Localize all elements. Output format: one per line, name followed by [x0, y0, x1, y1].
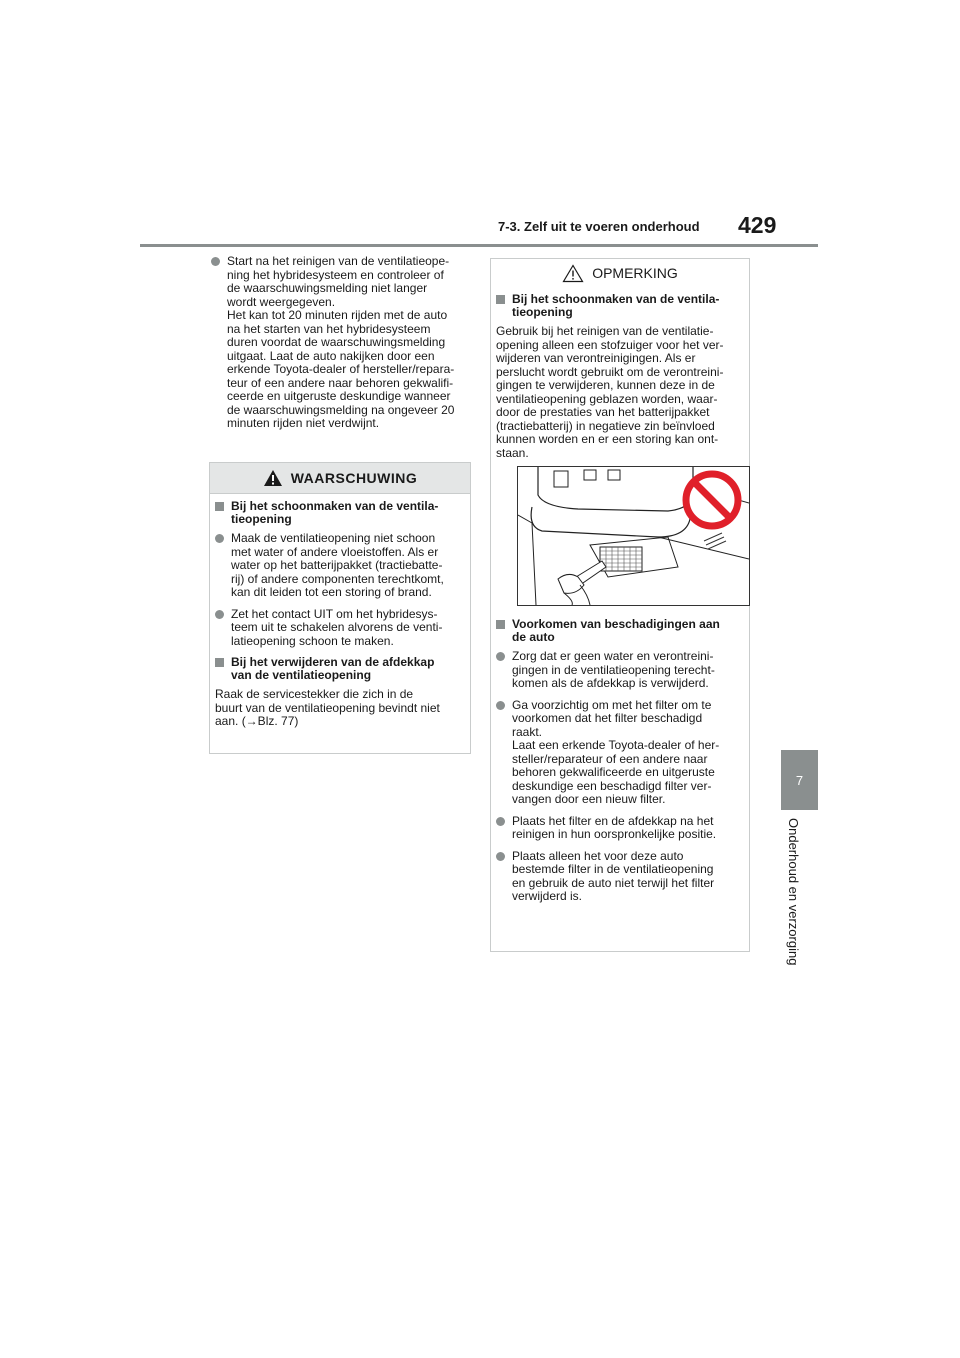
square-bullet: [496, 620, 505, 629]
warning-bullet: [215, 608, 465, 649]
page-number: 429: [738, 212, 777, 238]
text-line: ventilatieopening geblazen worden, waar-: [496, 391, 718, 406]
text-line: duren voordat de waarschuwingsmelding: [227, 335, 446, 349]
warning-box: [209, 462, 471, 754]
text-line: raakt.: [512, 724, 543, 739]
text-line: voorkomen dat het filter beschadigd: [512, 711, 703, 725]
text-line: na het starten van het hybridesysteem: [227, 321, 431, 336]
text-line: ning het hybridesysteem en controleer of: [227, 267, 444, 282]
note-heading: [496, 618, 744, 644]
section-title: 7-3. Zelf uit te voeren onderhoud: [498, 219, 700, 234]
warning-heading: [215, 656, 465, 682]
text-line: opening alleen een stofzuiger voor het ver-: [496, 337, 724, 352]
bullet-dot: [496, 852, 505, 861]
note-box: [490, 258, 750, 952]
warning-header: [210, 463, 470, 494]
text-line: Bij het schoonmaken van de ventila-: [512, 292, 720, 306]
text-line: reinigen in hun oorspronkelijke positie.: [512, 827, 717, 841]
text-line: kunnen worden en er een storing kan ont-: [496, 432, 719, 446]
text-line: perslucht wordt gebruikt om de verontreini-: [496, 364, 724, 379]
bullet-dot: [496, 701, 505, 710]
page-reference-link[interactable]: aan. (→Blz. 77): [215, 714, 299, 728]
note-bullet: [496, 850, 744, 904]
text-line: Plaats alleen het voor deze auto: [512, 848, 684, 863]
text-line: water op het batterijpakket (tractiebatte-: [231, 558, 443, 572]
warning-bullet: [215, 532, 465, 600]
note-bullet: [496, 699, 744, 807]
text-line: wordt weergegeven.: [227, 294, 336, 309]
text-line: de waarschuwingsmelding na ongeveer 20: [227, 402, 455, 417]
text-line: Plaats het filter en de afdekkap na het: [512, 813, 714, 828]
text-line: de waarschuwingsmelding niet langer: [227, 281, 428, 295]
note-body: [491, 287, 749, 904]
text-line: van de ventilatieopening: [231, 668, 372, 682]
text-line: Zorg dat er geen water en verontreini-: [512, 649, 714, 663]
note-paragraph: [496, 325, 744, 460]
text-line: Bij het schoonmaken van de ventila-: [231, 499, 439, 513]
text-line: gingen te verwijderen, kunnen deze in de: [496, 378, 715, 392]
note-bullet: [496, 650, 744, 691]
text-line: buurt van de ventilatieopening bevindt niet: [215, 700, 440, 715]
chapter-tab[interactable]: [781, 750, 818, 810]
text-line: door de prestaties van het batterijpakket: [496, 405, 710, 419]
vent-cleaning-illustration: [517, 466, 750, 606]
square-bullet: [215, 658, 224, 667]
text-line: deskundige een beschadigd filter ver-: [512, 778, 712, 793]
text-line: (tractiebatterij) in negatieve zin beïnvloed: [496, 418, 715, 433]
text-line: latieopening schoon te maken.: [231, 633, 394, 648]
chapter-title: Onderhoud en verzorging: [786, 818, 801, 966]
text-line: Zet het contact UIT om het hybridesys-: [231, 606, 438, 621]
text-line: Voorkomen van beschadigingen aan: [512, 617, 720, 631]
bullet-dot: [496, 817, 505, 826]
text-line: en gebruik de auto niet terwijl het filter: [512, 875, 715, 890]
text-line: Laat een erkende Toyota-dealer of her-: [512, 738, 720, 752]
square-bullet: [496, 295, 505, 304]
caution-triangle-icon: [562, 264, 584, 283]
text-line: teur of een andere naar behoren gekwalifi-: [227, 375, 454, 390]
bullet-dot: [215, 534, 224, 543]
text-line: rij) of andere componenten terechtkomt,: [231, 571, 444, 586]
text-line: wijderen van verontreinigingen. Als er: [496, 351, 696, 365]
text-line: Het kan tot 20 minuten rijden met de auto: [227, 308, 448, 322]
text-line: tieopening: [231, 512, 292, 526]
chapter-number: 7: [795, 772, 804, 788]
note-header: [491, 259, 749, 287]
text-line: met water of andere vloeistoffen. Als er: [231, 544, 439, 559]
text-line: bestemde filter in de ventilatieopening: [512, 862, 714, 876]
text-line: teem uit te schakelen alvorens de venti-: [231, 620, 443, 634]
note-heading: [496, 293, 744, 319]
text-line: Bij het verwijderen van de afdekkap: [231, 655, 435, 669]
text-line: Raak de servicestekker die zich in de: [215, 687, 414, 701]
text-line: komen als de afdekkap is verwijderd.: [512, 676, 709, 690]
square-bullet: [215, 502, 224, 511]
text-line: Maak de ventilatieopening niet schoon: [231, 531, 436, 545]
note-title: OPMERKING: [592, 265, 678, 281]
text-line: Gebruik bij het reinigen van de ventilatie-: [496, 324, 714, 338]
text-line: uitgaat. Laat de auto nakijken door een: [227, 348, 435, 363]
text-line: Ga voorzichtig om met het filter om te: [512, 697, 712, 712]
text-line: gingen in de ventilatieopening terecht-: [512, 662, 715, 677]
text-line: erkende Toyota-dealer of hersteller/repara-: [227, 362, 455, 376]
text-line: kan dit leiden tot een storing of brand.: [231, 585, 432, 599]
text-line: behoren gekwalificeerde en uitgeruste: [512, 765, 715, 779]
text-line: vangen door een nieuw filter.: [512, 792, 666, 806]
vent-illustration-drawing: [518, 467, 749, 605]
main-bullet-paragraph: [211, 255, 492, 431]
text-line: staan.: [496, 445, 529, 460]
text-line: minuten rijden niet verdwijnt.: [227, 416, 380, 430]
warning-body: [210, 494, 470, 729]
bullet-dot: [215, 610, 224, 619]
bullet-dot: [211, 257, 220, 266]
text-line: verwijderd is.: [512, 889, 583, 903]
header-rule: [140, 244, 818, 247]
warning-title: WAARSCHUWING: [290, 470, 418, 486]
bullet-dot: [496, 652, 505, 661]
text-line: steller/reparateur of een andere naar: [512, 751, 708, 766]
text-line: Start na het reinigen van de ventilatieope-: [227, 254, 450, 268]
warning-triangle-icon: [263, 469, 283, 487]
text-line: tieopening: [512, 305, 573, 319]
warning-heading: [215, 500, 465, 526]
text-line: ceerde en uitgeruste deskundige wanneer: [227, 389, 451, 403]
note-bullet: [496, 815, 744, 842]
text-line: de auto: [512, 630, 555, 644]
warning-paragraph: [215, 688, 465, 729]
